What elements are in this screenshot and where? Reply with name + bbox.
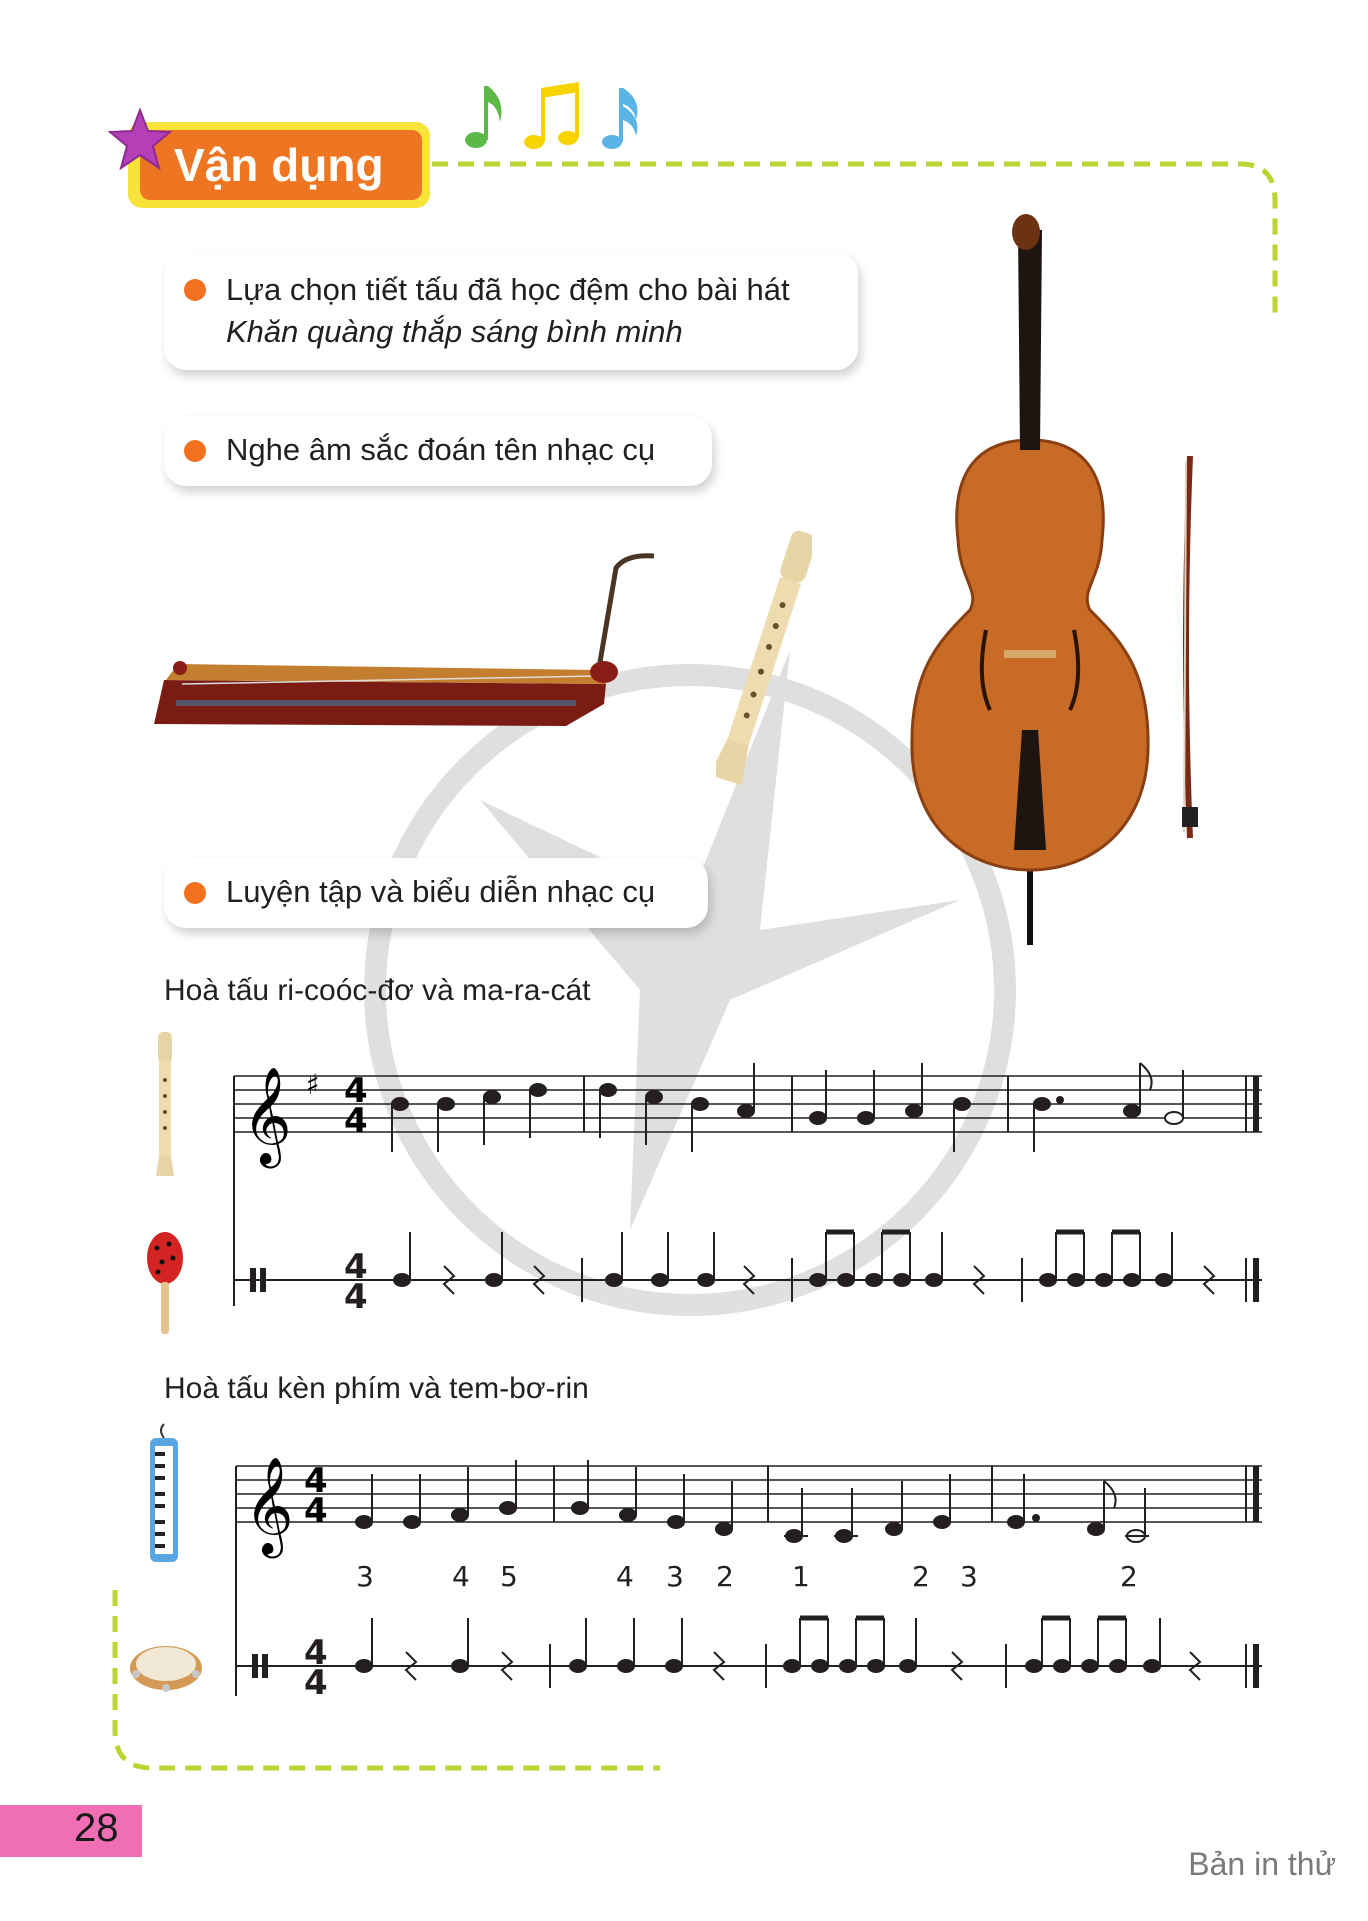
- bullet-icon: [184, 440, 206, 462]
- time-signature-top: 4: [304, 1461, 328, 1501]
- section-heading: Vận dụng: [140, 130, 422, 200]
- svg-text:3: 3: [960, 1560, 978, 1593]
- cello-image: [900, 210, 1160, 950]
- svg-text:2: 2: [912, 1560, 930, 1593]
- sharp-sign: ♯: [306, 1068, 320, 1101]
- song-title: Khăn quàng thắp sáng bình minh: [226, 314, 683, 349]
- tambourine-rhythm: [236, 1618, 1262, 1703]
- ensemble2-score: [228, 1430, 1274, 1710]
- ensemble1-title: Hoà tấu ri-coóc-đơ và ma-ra-cát: [164, 974, 591, 1007]
- treble-clef: 𝄞: [244, 1456, 294, 1554]
- activity-text: Lựa chọn tiết tấu đã học đệm cho bài hát: [226, 272, 790, 307]
- svg-text:5: 5: [500, 1560, 518, 1593]
- recorder-small-icon: [150, 1030, 180, 1178]
- music-notes-icon: [462, 78, 652, 156]
- fingering-numbers: [356, 1560, 1138, 1593]
- svg-text:4: 4: [452, 1560, 470, 1593]
- svg-text:2: 2: [1120, 1560, 1138, 1593]
- maracas-rhythm: [234, 1232, 1262, 1317]
- svg-text:4: 4: [616, 1560, 634, 1593]
- footer-draft-label: Bản in thử: [1188, 1846, 1336, 1882]
- activity-listening: [164, 416, 712, 486]
- ensemble1-score: [226, 1040, 1274, 1330]
- cello-bow-image: [1170, 452, 1210, 842]
- bullet-icon: [184, 279, 206, 301]
- staff-lines: [236, 1466, 1262, 1522]
- svg-text:2: 2: [716, 1560, 734, 1593]
- page-number: 28: [74, 1806, 119, 1850]
- star-icon: [108, 108, 172, 172]
- activity-text: Nghe âm sắc đoán tên nhạc cụ: [226, 432, 656, 467]
- bullet-icon: [184, 882, 206, 904]
- staff-lines: [234, 1076, 1262, 1132]
- svg-text:4: 4: [304, 1633, 328, 1673]
- page-number-tab: [0, 1805, 142, 1857]
- svg-text:1: 1: [792, 1560, 810, 1593]
- svg-text:4: 4: [344, 1247, 368, 1287]
- treble-clef: 𝄞: [242, 1066, 292, 1164]
- activity-accompaniment: [164, 252, 858, 370]
- time-signature-bottom: 4: [304, 1491, 328, 1531]
- melodica-notes: [356, 1460, 1256, 1542]
- ensemble2-title: Hoà tấu kèn phím và tem-bơ-rin: [164, 1372, 589, 1405]
- tambourine-icon: [128, 1640, 204, 1692]
- svg-text:4: 4: [304, 1663, 328, 1703]
- time-signature-bottom: 4: [344, 1101, 368, 1141]
- activity-practice: [164, 858, 708, 928]
- svg-text:3: 3: [356, 1560, 374, 1593]
- svg-text:3: 3: [666, 1560, 684, 1593]
- recorder-image: [716, 520, 812, 798]
- melodica-icon: [146, 1422, 182, 1564]
- maracas-icon: [144, 1228, 186, 1336]
- svg-text:4: 4: [344, 1277, 368, 1317]
- activity-text: Luyện tập và biểu diễn nhạc cụ: [226, 874, 656, 909]
- time-signature-top: 4: [344, 1071, 368, 1111]
- dan-bau-image: [146, 548, 680, 742]
